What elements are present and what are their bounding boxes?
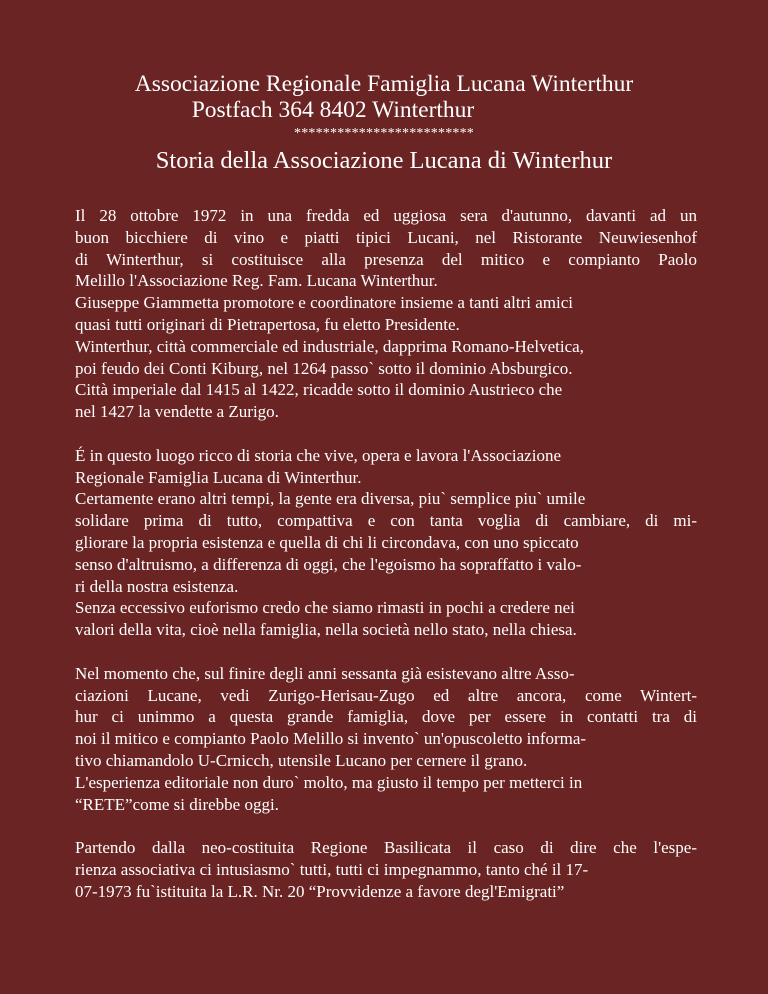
- text-line: tivo chiamandolo U-Crnicch, utensile Lucano per cernere il grano.: [75, 750, 528, 770]
- paragraph-3: [75, 663, 697, 816]
- text-line: Il 28 ottobre 1972 in una fredda ed uggiosa sera d'autunno, davanti ad un: [75, 206, 697, 225]
- text-line: ri della nostra esistenza.: [75, 576, 239, 596]
- text-line: Winterthur, città commerciale ed industriale, dapprima Romano-Helvetica,: [75, 336, 584, 356]
- paragraph-4: [75, 837, 697, 902]
- association-name: Associazione Regionale Famiglia Lucana Winterthur: [134, 71, 634, 97]
- text-line: Certamente erano altri tempi, la gente era diversa, piu` semplice piu` umile: [75, 489, 586, 509]
- text-line: Giuseppe Giammetta promotore e coordinatore insieme a tanti altri amici: [75, 293, 574, 313]
- text-line: buon bicchiere di vino e piatti tipici Lucani, nel Ristorante Neuwiesenhof: [75, 227, 697, 247]
- text-line: hur ci unimmo a questa grande famiglia, dove per essere in contatti tra di: [75, 707, 697, 727]
- text-line: solidare prima di tutto, compattiva e con tanta voglia di cambiare, di mi-: [75, 511, 697, 531]
- text-line: Partendo dalla neo-costituita Regione Basilicata il caso di dire che l'espe-: [75, 838, 697, 858]
- text-line: 07-1973 fu`istituita la L.R. Nr. 20 “Provvidenze a favore degl'Emigrati”: [75, 881, 565, 901]
- text-line: noi il mitico e compianto Paolo Melillo si invento` un'opuscoletto informa-: [75, 729, 587, 749]
- paragraph-1: [75, 205, 697, 423]
- text-line: nel 1427 la vendette a Zurigo.: [75, 402, 279, 422]
- document-title: Storia della Associazione Lucana di Winterhur: [155, 147, 613, 174]
- text-line: di Winterthur, si costituisce alla presenza del mitico e compianto Paolo: [75, 249, 697, 269]
- text-line: É in questo luogo ricco di storia che vive, opera e lavora l'Associazione: [75, 445, 561, 465]
- text-line: L'esperienza editoriale non duro` molto, ma giusto il tempo per metterci in: [75, 772, 583, 792]
- header-separator: *************************: [294, 126, 474, 141]
- text-line: Senza eccessivo euforismo credo che siamo rimasti in pochi a credere nei: [75, 598, 575, 618]
- text-line: valori della vita, cioè nella famiglia, nella società nello stato, nella chiesa.: [75, 620, 577, 640]
- text-line: Città imperiale dal 1415 al 1422, ricadde sotto il dominio Austrieco che: [75, 380, 563, 400]
- text-line: senso d'altruismo, a differenza di oggi, che l'egoismo ha sopraffatto i valo-: [75, 554, 582, 574]
- text-line: quasi tutti originari di Pietrapertosa, fu eletto Presidente.: [75, 314, 460, 334]
- text-line: Nel momento che, sul finire degli anni sessanta già esistevano altre Asso-: [75, 663, 575, 683]
- text-line: gliorare la propria esistenza e quella di chi li circondava, con uno spiccato: [75, 532, 579, 552]
- text-line: Melillo l'Associazione Reg. Fam. Lucana Winterthur.: [75, 271, 438, 291]
- text-line: poi feudo dei Conti Kiburg, nel 1264 passo` sotto il dominio Absburgico.: [75, 358, 573, 378]
- association-address: Postfach 364 8402 Winterthur: [191, 97, 475, 123]
- text-line: “RETE”come si direbbe oggi.: [75, 794, 279, 814]
- text-line: rienza associativa ci intusiasmo` tutti, tutti ci impegnammo, tanto ché il 17-: [75, 859, 589, 879]
- document-body: [75, 205, 697, 924]
- paragraph-2: [75, 445, 697, 641]
- text-line: Regionale Famiglia Lucana di Winterthur.: [75, 467, 362, 487]
- text-line: ciazioni Lucane, vedi Zurigo-Herisau-Zugo ed altre ancora, come Wintert-: [75, 685, 697, 705]
